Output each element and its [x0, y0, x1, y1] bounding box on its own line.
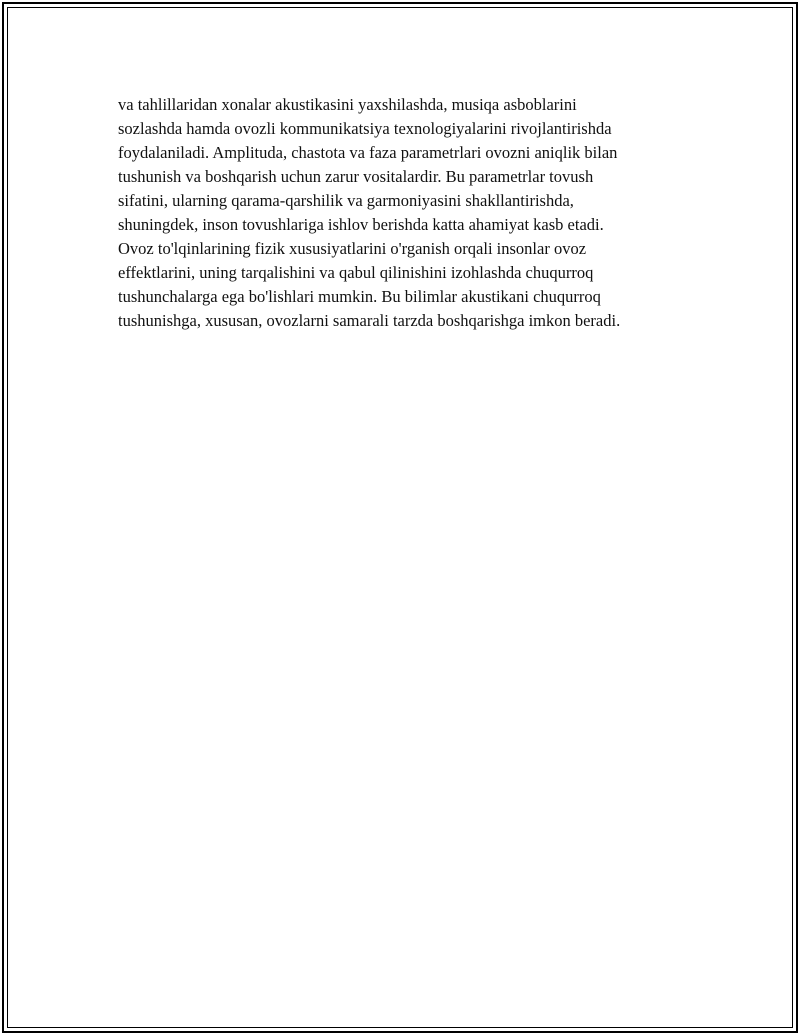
- body-paragraph: [118, 93, 698, 333]
- paragraph-line: Ovoz to'lqinlarining fizik xususiyatlarini o'rganish orqali insonlar ovoz: [118, 239, 587, 258]
- paragraph-line: sozlashda hamda ovozli kommunikatsiya texnologiyalarini rivojlantirishda: [118, 119, 612, 138]
- paragraph-line: tushunishga, xususan, ovozlarni samarali tarzda boshqarishga imkon beradi.: [118, 311, 621, 330]
- paragraph-line: va tahlillaridan xonalar akustikasini yaxshilashda, musiqa asboblarini: [118, 95, 577, 114]
- paragraph-line: tushunish va boshqarish uchun zarur vositalardir. Bu parametrlar tovush: [118, 167, 594, 186]
- paragraph-line: shuningdek, inson tovushlariga ishlov berishda katta ahamiyat kasb etadi.: [118, 215, 604, 234]
- paragraph-line: sifatini, ularning qarama-qarshilik va garmoniyasini shakllantirishda,: [118, 191, 574, 210]
- paragraph-line: effektlarini, uning tarqalishini va qabul qilinishini izohlashda chuqurroq: [118, 263, 594, 282]
- paragraph-line: foydalaniladi. Amplituda, chastota va faza parametrlari ovozni aniqlik bilan: [118, 143, 618, 162]
- paragraph-line: tushunchalarga ega bo'lishlari mumkin. Bu bilimlar akustikani chuqurroq: [118, 287, 601, 306]
